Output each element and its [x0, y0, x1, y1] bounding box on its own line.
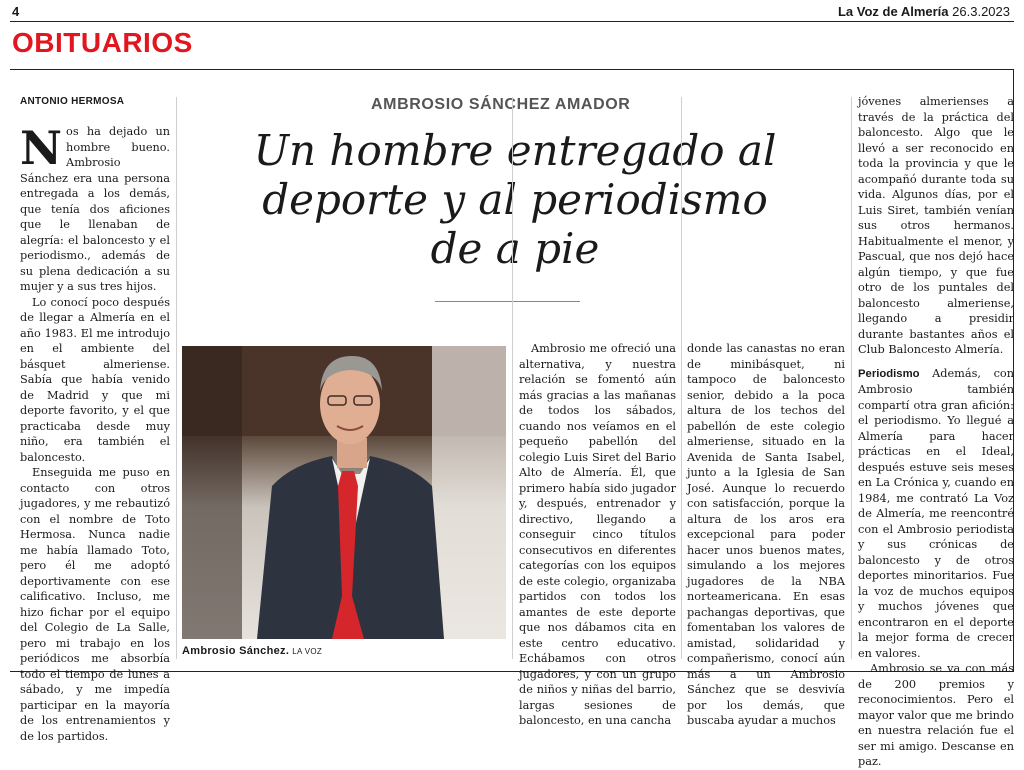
article-box-top [10, 69, 1014, 70]
paragraph-text: Además, con Ambrosio también compartí otra gran afición: el periodismo. Yo llegué a Almería para hacer prácticas en el Ideal, después estuve seis meses en La Crónica y, cuando en 1984, me contrató La Voz de Almería, me reencontré con el Ambrosio periodista y sus crónicas de baloncesto y de otros deportes minoritarios. Fue la voz de muchos equipos y muchos jóvenes que encontraron en el deporte la mejor forma de crecer en valores. [858, 366, 1014, 660]
article-kicker: AMBROSIO SÁNCHEZ AMADOR [371, 96, 631, 113]
article-column-3 [519, 341, 676, 729]
publication-header [838, 4, 1010, 19]
paragraph: jóvenes almerienses a través de la práctica del baloncesto. Algo que le llevó a ser reconocido en toda la provincia y que le acompañó durante toda su vida. Algunos días, por el Luis Siret, también venían sus otros hermanos. Habitualmente el menor, y Pascual, que nos dejó hace algún tiempo, y que fue otro de los puntales del baloncesto almeriense, llegando a presidir durante bastantes años el Club Baloncesto Almería. [858, 95, 1014, 356]
header-rule [10, 21, 1014, 22]
paragraph: Ambrosio se va con más de 200 premios y reconocimientos. Pero el mayor valor que me brindo en nuestra relación fue el ser mi amigo. Descanse en paz. [858, 662, 1014, 768]
author-byline: ANTONIO HERMOSA [20, 96, 125, 107]
paragraph [20, 121, 170, 295]
article-column-5 [858, 94, 1014, 770]
paragraph: Enseguida me puso en contacto con otros jugadores, y me rebautizó con el nombre de Toto Hermosa. Nunca nadie me había llamado Toto, pero él me adoptó deportivamente con ese calificativo. Incluso, me hizo fichar por el equipo del Colegio de La Salle, pero mi trabajo en los periódicos me absorbía todo el tiempo de lunes a sábado, y me impedía participar en la mayoría de los entrenamientos y de los partidos. [20, 466, 170, 743]
paragraph [858, 366, 1014, 662]
headline: Un hombre entregado al deporte y al periodismo de a pie [253, 126, 777, 273]
headline-rule [435, 301, 580, 302]
subheading: Periodismo [858, 367, 920, 380]
portrait-photo [182, 346, 506, 639]
drop-cap: N [20, 121, 63, 175]
article-column-4 [687, 341, 845, 729]
caption-name: Ambrosio Sánchez. [182, 645, 290, 657]
section-title: OBITUARIOS [12, 27, 193, 58]
column-separator [681, 97, 682, 659]
publication-date: 26.3.2023 [952, 4, 1010, 19]
column-separator [176, 97, 177, 659]
column-separator [851, 97, 852, 659]
portrait-illustration [182, 346, 506, 639]
publication-name: La Voz de Almería [837, 4, 949, 19]
photo-caption [182, 645, 322, 657]
paragraph-text: os ha dejado un hombre bueno. Ambrosio Sánchez era una persona entregada a los demás, que tenía dos aficiones que le llenaban de alegría: el baloncesto y el periodismo., además de su plena dedicación a su mujer y a sus tres hijos. [20, 125, 170, 293]
paragraph: Lo conocí poco después de llegar a Almería en el año 1983. El me introdujo en el ambiente del básquet almeriense. Sabía que había venido de Madrid y que mi deporte favorito, y el que practicaba desde muy niño, era también el baloncesto. [20, 295, 170, 464]
column-separator [512, 97, 513, 659]
article-column-1 [20, 121, 170, 744]
paragraph: Ambrosio me ofreció una alternativa, y nuestra relación se fomentó aún más gracias a las mañanas de todos los sábados, cuando nos veíamos en el pequeño pabellón del colegio Luis Siret del Bario Alto de Almería. Él, que primero había sido jugador y, después, entrenador y directivo, llegando a conseguir cinco títulos consecutivos en diferentes categorías con los equipos de este colegio, organizaba partidos con todos los amantes de este deporte que nos dábamos cita en este centro educativo. Echábamos con otros jugadores, y con un grupo de niños y niñas del barrio, largas sesiones de baloncesto, en una cancha [519, 342, 676, 727]
paragraph: donde las canastas no eran de minibásquet, ni tampoco de baloncesto senior, debido a la poca altura de los techos del pabellón de este colegio almeriense, situado en la Avenida de Santa Isabel, junto a la Iglesia de San José. Aunque lo recuerdo con satisfacción, porque la altura de los aros era excepcional para poder hacer unos buenos mates, simulando a los mejores jugadores de la NBA norteamericana. En esas pachangas deportivas, que fomentaban los valores de amistad, solidaridad y compañerismo, conocí aún más a un Ambrosio Sánchez que se desvivía por los demás, que buscaba ayudar a muchos [687, 342, 845, 727]
caption-credit: LA VOZ [292, 647, 323, 656]
page-number: 4 [12, 4, 20, 19]
